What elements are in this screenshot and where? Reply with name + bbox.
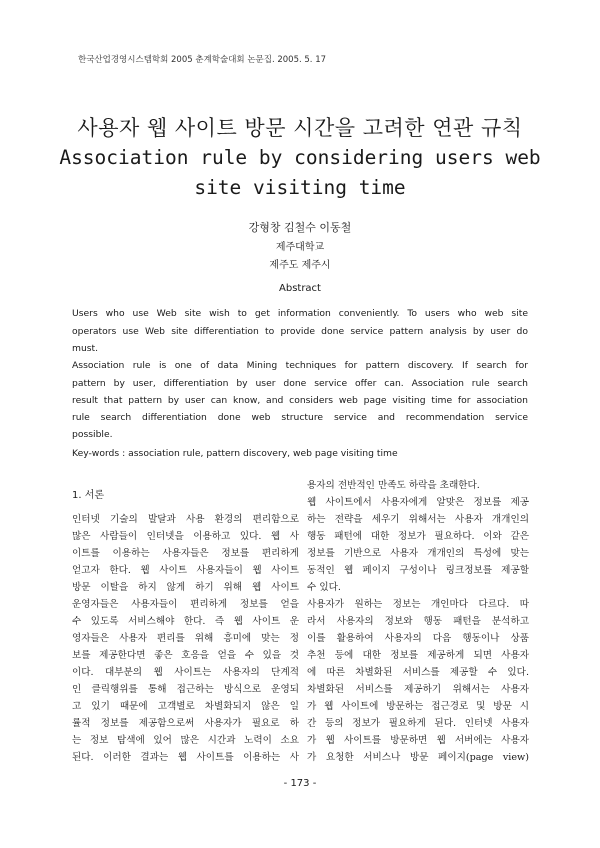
body-line: 행동 패턴에 대한 정보가 필요하다. 이와 같은 [307,531,529,542]
abstract-line: pattern by user, differentiation by user done service offer can. Association rule search [72,378,528,389]
body-line: 웹 사이트에서 사용자에게 알맞은 정보를 제공 [307,497,529,508]
body-line: 추천 등에 대한 정보를 제공하게 되면 사용자 [307,650,529,661]
paper-title-english-line-1: Association rule by considering users web [59,146,541,169]
abstract-line: Association rule is one of data Mining techniques for pattern discovery. If search for [72,360,528,371]
body-line: 고 있기 때문에 고객별로 차별화되지 않은 일 [72,701,299,712]
body-line: 된다. 이러한 결과는 웹 사이트를 이용하는 사 [72,752,299,763]
body-line: 라서 사용자의 정보와 행동 패턴을 분석하고 [307,616,529,627]
keywords: Key-words : association rule, pattern discovery, web page visiting time [72,448,398,459]
body-line: 수 있도록 서비스해야 한다. 즉 웹 사이트 운 [72,616,299,627]
abstract-line: operators use Web site differentiation to provide done service pattern analysis by user do [72,326,528,337]
affiliation-city: 제주도 제주시 [269,260,331,271]
body-line: 수 있다. [307,582,341,593]
section-heading-introduction: 1. 서론 [72,490,105,501]
abstract-line: must. [72,343,99,354]
body-line: 가 웹 사이트에 방문하는 접근경로 및 방문 시 [307,701,529,712]
abstract-line: result that pattern by user can know, and considers web page visiting time for association [72,395,528,406]
body-line: 운영자들은 사용자들이 편리하게 정보를 얻을 [72,599,299,610]
body-line: 이트를 이용하는 사용자들은 정보를 편리하게 [72,548,299,559]
body-line: 이를 활용하여 사용자의 다음 행동이나 상품 [307,633,529,644]
paper-title-english-line-2: site visiting time [194,176,406,199]
body-line: 사용자가 원하는 정보는 개인마다 다르다. 따 [307,599,529,610]
body-line: 가 웹 사이트를 방문하면 웹 서버에는 사용자 [307,735,529,746]
body-line: 얻고자 한다. 웹 사이트 사용자들이 웹 사이트 [72,565,299,576]
body-line: 동적인 웹 페이지 구성이나 링크정보를 제공할 [307,565,529,576]
abstract-line: Users who use Web site wish to get information conveniently. To users who web site [72,308,528,319]
body-line: 률적 정보를 제공함으로써 사용자가 필요로 하 [72,718,299,729]
body-line: 간 등의 정보가 필요하게 된다. 인터넷 사용자 [307,718,529,729]
body-line: 가 요청한 서비스나 방문 페이지(page view) [307,752,529,763]
body-line: 인 클릭행위를 통해 접근하는 방식으로 운영되 [72,684,299,695]
body-line: 용자의 전반적인 만족도 하락을 초래한다. [307,480,480,491]
body-line: 정보를 기반으로 사용자 개개인의 특성에 맞는 [307,548,529,559]
paper-title-korean: 사용자 웹 사이트 방문 시간을 고려한 연관 규칙 [77,116,523,140]
body-line: 방문 이탈을 하지 않게 하기 위해 웹 사이트 [72,582,299,593]
body-line: 는 정보 탐색에 있어 많은 시간과 노력이 소요 [72,735,299,746]
body-line: 인터넷 기술의 발달과 사용 환경의 편리함으로 [72,514,299,525]
body-line: 하는 전략을 세우기 위해서는 사용자 개개인의 [307,514,529,525]
body-line: 보를 제공한다면 좋은 호응을 얻을 수 있을 것 [72,650,299,661]
abstract-heading: Abstract [279,283,321,294]
body-line: 이다. 대부분의 웹 사이트는 사용자의 단계적 [72,667,299,678]
authors: 강형창 김철수 이동철 [248,221,352,234]
body-line: 차별화된 서비스를 제공하기 위해서는 사용자 [307,684,529,695]
body-line: 영자들은 사용자 편리를 위해 흥미에 맞는 정 [72,633,299,644]
abstract-line: rule search differentiation done web structure service and recommendation service [72,412,528,423]
proceedings-header: 한국산업경영시스템학회 2005 춘계학술대회 논문집. 2005. 5. 17 [78,55,327,65]
abstract-line: possible. [72,429,113,440]
body-line: 많은 사람들이 인터넷을 이용하고 있다. 웹 사 [72,531,299,542]
affiliation-university: 제주대학교 [275,242,325,253]
body-line: 에 따른 차별화된 서비스를 제공할 수 있다. [307,667,529,678]
page-number: - 173 - [283,778,317,789]
